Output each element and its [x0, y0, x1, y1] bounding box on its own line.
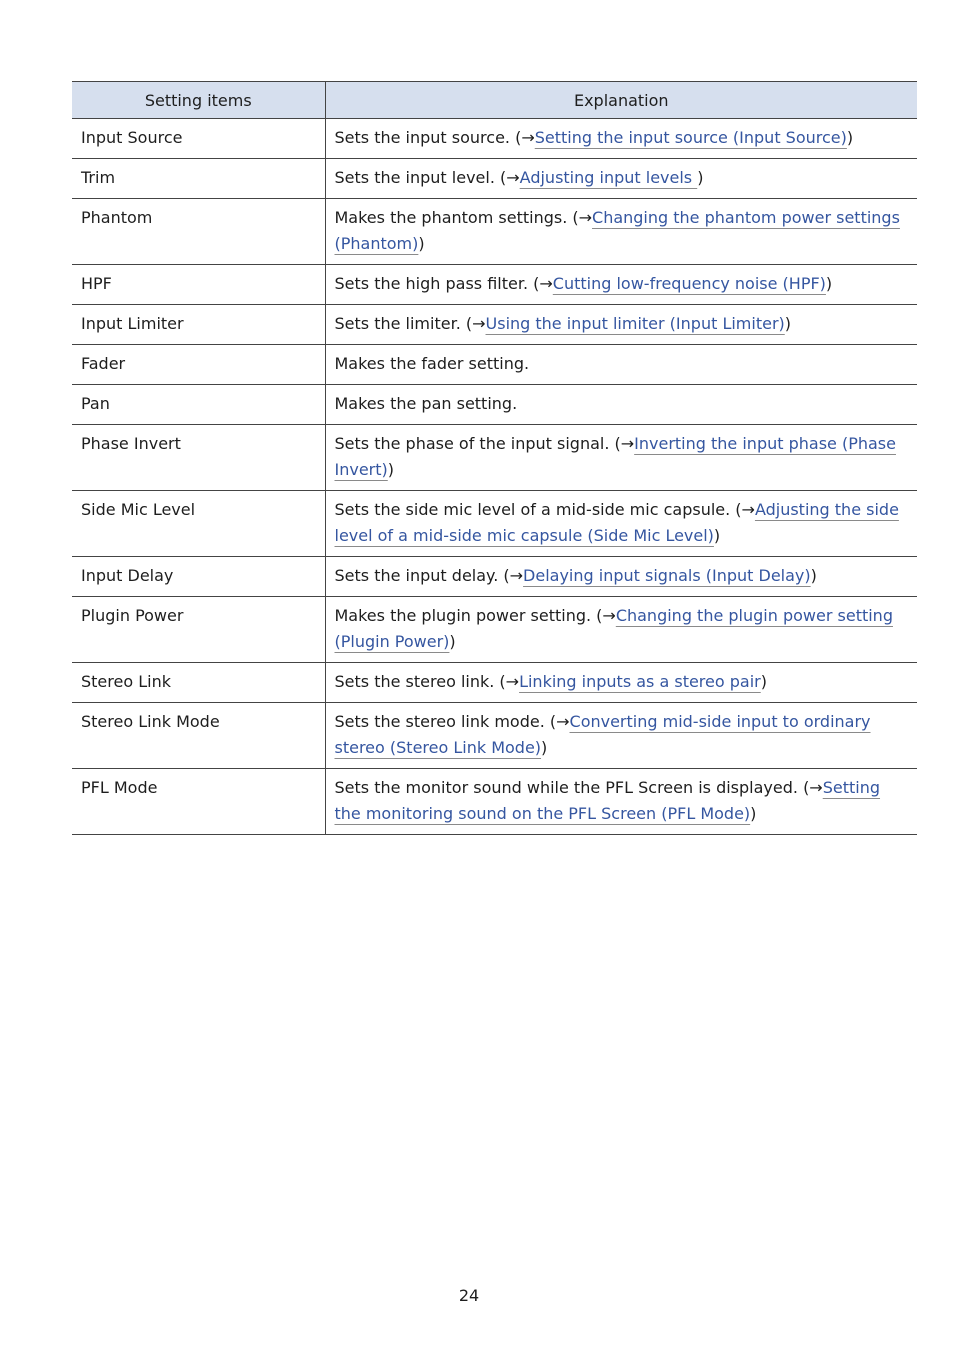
setting-item-name: Fader	[72, 345, 325, 385]
explanation-closing: )	[760, 672, 767, 691]
settings-table	[72, 81, 917, 835]
setting-item-name: Input Source	[72, 119, 325, 159]
explanation-closing: )	[697, 168, 704, 187]
explanation-text: Sets the stereo link mode. (→	[334, 712, 570, 731]
cross-reference-link[interactable]: Setting the monitoring sound on the PFL Screen (PFL Mode)	[334, 778, 881, 823]
header-setting-items: Setting items	[72, 82, 325, 119]
explanation-closing: )	[713, 526, 721, 545]
setting-explanation	[325, 119, 917, 159]
cross-reference-link[interactable]: Changing the plugin power setting (Plugin Power)	[334, 606, 893, 651]
setting-explanation	[325, 769, 917, 835]
table-header-row	[72, 82, 917, 119]
setting-item-name: Phantom	[72, 199, 325, 265]
cross-reference-link[interactable]: Delaying input signals (Input Delay)	[523, 566, 811, 585]
setting-item-name: Phase Invert	[72, 425, 325, 491]
table-row	[72, 597, 917, 663]
cross-reference-link[interactable]: Inverting the input phase (Phase Invert)	[334, 434, 896, 479]
setting-item-name: Pan	[72, 385, 325, 425]
explanation-closing: )	[449, 632, 456, 651]
setting-item-name: PFL Mode	[72, 769, 325, 835]
cross-reference-link[interactable]: Changing the phantom power settings (Phantom)	[334, 208, 900, 253]
setting-item-name: Input Limiter	[72, 305, 325, 345]
page-number: 24	[458, 1286, 480, 1305]
setting-explanation	[325, 345, 917, 385]
cross-reference-link[interactable]: Adjusting the side level of a mid-side mic capsule (Side Mic Level)	[334, 500, 899, 545]
explanation-closing: )	[846, 128, 854, 147]
table-row	[72, 491, 917, 557]
setting-explanation	[325, 597, 917, 663]
explanation-closing: )	[784, 314, 792, 333]
explanation-closing: )	[750, 804, 757, 823]
setting-explanation	[325, 265, 917, 305]
setting-explanation	[325, 199, 917, 265]
explanation-text: Makes the fader setting.	[334, 354, 530, 373]
table-row	[72, 769, 917, 835]
table-row	[72, 119, 917, 159]
explanation-text: Sets the input delay. (→	[334, 566, 524, 585]
cross-reference-link[interactable]: Converting mid-side input to ordinary stereo (Stereo Link Mode)	[334, 712, 871, 757]
table-row	[72, 265, 917, 305]
setting-explanation	[325, 385, 917, 425]
setting-explanation	[325, 557, 917, 597]
table-row	[72, 305, 917, 345]
explanation-text: Sets the input source. (→	[334, 128, 535, 147]
setting-item-name: Stereo Link Mode	[72, 703, 325, 769]
setting-explanation	[325, 159, 917, 199]
explanation-closing: )	[387, 460, 395, 479]
explanation-text: Makes the plugin power setting. (→	[334, 606, 616, 625]
setting-explanation	[325, 491, 917, 557]
table-row	[72, 199, 917, 265]
explanation-text: Sets the phase of the input signal. (→	[334, 434, 635, 453]
table-body	[72, 119, 917, 835]
table-row	[72, 663, 917, 703]
setting-item-name: HPF	[72, 265, 325, 305]
table-row	[72, 703, 917, 769]
cross-reference-link[interactable]: Setting the input source (Input Source)	[534, 128, 847, 147]
explanation-closing: )	[541, 738, 548, 757]
setting-item-name: Side Mic Level	[72, 491, 325, 557]
table-row	[72, 425, 917, 491]
cross-reference-link[interactable]: Adjusting input levels	[519, 168, 698, 187]
cross-reference-link[interactable]: Using the input limiter (Input Limiter)	[485, 314, 785, 333]
explanation-text: Sets the side mic level of a mid-side mic capsule. (→	[334, 500, 755, 519]
table-row	[72, 345, 917, 385]
explanation-text: Sets the stereo link. (→	[334, 672, 520, 691]
explanation-closing: )	[825, 274, 833, 293]
explanation-text: Sets the monitor sound while the PFL Screen is displayed. (→	[334, 778, 823, 797]
explanation-text: Sets the input level. (→	[334, 168, 520, 187]
setting-explanation	[325, 425, 917, 491]
explanation-text: Sets the high pass filter. (→	[334, 274, 553, 293]
explanation-closing: )	[810, 566, 817, 585]
setting-item-name: Stereo Link	[72, 663, 325, 703]
table-row	[72, 557, 917, 597]
setting-item-name: Trim	[72, 159, 325, 199]
explanation-text: Makes the phantom settings. (→	[334, 208, 593, 227]
table-row	[72, 385, 917, 425]
cross-reference-link[interactable]: Linking inputs as a stereo pair	[519, 672, 761, 691]
setting-explanation	[325, 305, 917, 345]
header-explanation: Explanation	[325, 82, 917, 119]
cross-reference-link[interactable]: Cutting low-frequency noise (HPF)	[552, 274, 826, 293]
setting-item-name: Plugin Power	[72, 597, 325, 663]
setting-explanation	[325, 703, 917, 769]
setting-explanation	[325, 663, 917, 703]
explanation-text: Makes the pan setting.	[334, 394, 518, 413]
setting-item-name: Input Delay	[72, 557, 325, 597]
explanation-closing: )	[418, 234, 425, 253]
table-row	[72, 159, 917, 199]
explanation-text: Sets the limiter. (→	[334, 314, 486, 333]
